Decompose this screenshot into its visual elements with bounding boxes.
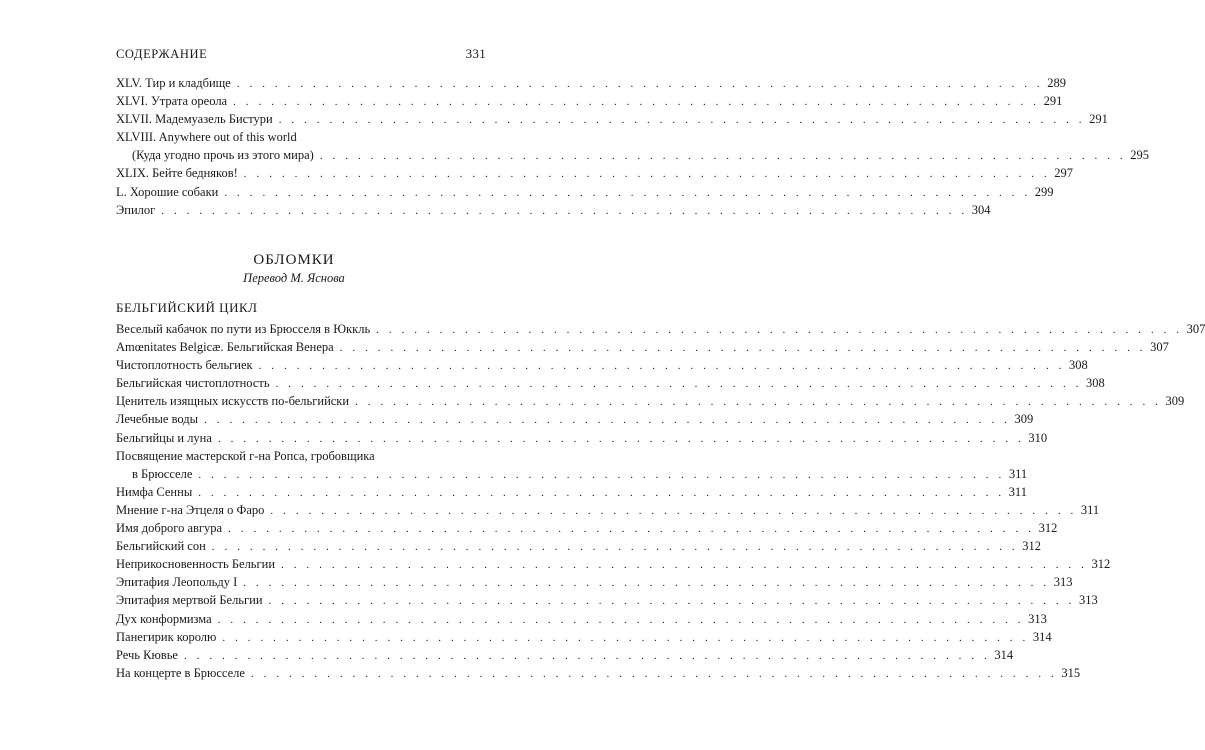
toc-entry — [116, 573, 1073, 591]
dot-leader: . . . . . . . . . . . . . . . . . . . . . . . . . . . . . . . . . . . . . . . . . . . . . . . . . . . . . . . . . . . . . . . . — [224, 186, 1031, 199]
dot-leader: . . . . . . . . . . . . . . . . . . . . . . . . . . . . . . . . . . . . . . . . . . . . . . . . . . . . . . . . . . . . . . . . — [211, 541, 1019, 554]
toc-entry-row — [116, 356, 1088, 374]
toc-entry-page: 308 — [1086, 376, 1105, 391]
dot-leader: . . . . . . . . . . . . . . . . . . . . . . . . . . . . . . . . . . . . . . . . . . . . . . . . . . . . . . . . . . . . . . . . — [250, 667, 1058, 680]
toc-entry-page: 309 — [1014, 412, 1034, 427]
toc-entry-row — [116, 519, 1058, 537]
toc-entry-page: 295 — [1130, 148, 1150, 163]
dot-leader: . . . . . . . . . . . . . . . . . . . . . . . . . . . . . . . . . . . . . . . . . . . . . . . . . . . . . . . . . . . . . . . . — [258, 360, 1066, 373]
dot-leader: . . . . . . . . . . . . . . . . . . . . . . . . . . . . . . . . . . . . . . . . . . . . . . . . . . . . . . . . . . . . . . . . — [355, 396, 1162, 409]
toc-entry-page: 289 — [1047, 76, 1067, 90]
toc-entry-title: Чистоплотность бельгиек — [116, 358, 253, 373]
dot-leader: . . . . . . . . . . . . . . . . . . . . . . . . . . . . . . . . . . . . . . . . . . . . . . . . . . . . . . . . . . . . . . . . — [222, 631, 1029, 644]
running-head-title: СОДЕРЖАНИЕ — [116, 47, 208, 61]
toc-entry-title-line: XLVIII. Anywhere out of this world — [116, 130, 297, 145]
dot-leader: . . . . . . . . . . . . . . . . . . . . . . . . . . . . . . . . . . . . . . . . . . . . . . . . . . . . . . . . . . . . . . . . — [183, 649, 991, 662]
toc-entry — [116, 110, 1108, 128]
dot-leader: . . . . . . . . . . . . . . . . . . . . . . . . . . . . . . . . . . . . . . . . . . . . . . . . . . . . . . . . . . . . . . . . — [243, 168, 1051, 181]
toc-entry-title: L. Хорошие собаки — [116, 184, 219, 199]
toc-entry-title: (Куда угодно прочь из этого мира) — [132, 148, 314, 163]
dot-leader: . . . . . . . . . . . . . . . . . . . . . . . . . . . . . . . . . . . . . . . . . . . . . . . . . . . . . . . . . . . . . . . . — [233, 96, 1040, 109]
toc-entry-page: 313 — [1028, 611, 1047, 626]
toc-entry-title: XLVI. Утрата ореола — [116, 94, 228, 109]
toc-entry — [116, 374, 1105, 392]
toc-entry-title: Нимфа Сенны — [116, 484, 193, 499]
page-number: 331 — [465, 46, 486, 61]
toc-entry — [116, 483, 1027, 501]
toc-entry-title: Бельгийцы и луна — [116, 430, 212, 445]
running-head — [116, 46, 486, 62]
toc-entry-page: 311 — [1080, 502, 1100, 517]
toc-entry-row — [116, 392, 1185, 410]
toc-entry-row — [116, 429, 1048, 447]
toc-entry-row — [116, 628, 1052, 646]
dot-leader: . . . . . . . . . . . . . . . . . . . . . . . . . . . . . . . . . . . . . . . . . . . . . . . . . . . . . . . . . . . . . . . . — [228, 523, 1035, 536]
toc-entry — [116, 429, 1048, 447]
toc-entry-title: XLIX. Бейте бедняков! — [116, 166, 238, 181]
toc-entry — [116, 501, 1100, 519]
toc-entry-row — [116, 374, 1105, 392]
toc-entry-row — [116, 110, 1108, 128]
toc-entry-title: Amœnitates Belgicæ. Бельгийская Венера — [116, 340, 334, 355]
toc-entry — [116, 537, 1041, 555]
toc-entry-row — [116, 410, 1034, 428]
toc-entry-row — [116, 537, 1041, 555]
dot-leader: . . . . . . . . . . . . . . . . . . . . . . . . . . . . . . . . . . . . . . . . . . . . . . . . . . . . . . . . . . . . . . . . — [319, 150, 1127, 163]
toc-entry-row — [116, 164, 1073, 182]
toc-entry-page: 313 — [1053, 575, 1073, 590]
dot-leader: . . . . . . . . . . . . . . . . . . . . . . . . . . . . . . . . . . . . . . . . . . . . . . . . . . . . . . . . . . . . . . . . — [217, 613, 1025, 626]
toc-entry-page: 307 — [1186, 322, 1205, 336]
toc-entry — [116, 74, 1067, 92]
toc-entry — [116, 201, 991, 219]
toc-entry-title: XLVII. Мадемуазель Бистури — [116, 112, 273, 127]
toc-entry-row — [116, 320, 1205, 338]
toc-entry-row — [116, 183, 1054, 201]
toc-entry-page: 315 — [1061, 665, 1081, 680]
toc-entry-title: На концерте в Брюсселе — [116, 665, 245, 680]
toc-entry-title: Лечебные воды — [116, 412, 199, 427]
toc-entry-title: в Брюсселе — [132, 466, 193, 481]
toc-entry — [116, 664, 1081, 682]
toc-entry-row — [116, 465, 1028, 483]
toc-list-lower — [116, 320, 1205, 682]
toc-entry — [116, 183, 1054, 201]
dot-leader: . . . . . . . . . . . . . . . . . . . . . . . . . . . . . . . . . . . . . . . . . . . . . . . . . . . . . . . . . . . . . . . . — [339, 342, 1147, 355]
toc-entry — [116, 628, 1052, 646]
toc-entry-title: Эпилог — [116, 202, 156, 217]
dot-leader: . . . . . . . . . . . . . . . . . . . . . . . . . . . . . . . . . . . . . . . . . . . . . . . . . . . . . . . . . . . . . . . . — [268, 595, 1075, 608]
toc-entry-row — [116, 201, 991, 219]
toc-entry-row — [116, 92, 1063, 110]
dot-leader: . . . . . . . . . . . . . . . . . . . . . . . . . . . . . . . . . . . . . . . . . . . . . . . . . . . . . . . . . . . . . . . . — [243, 577, 1050, 590]
cycle-title: БЕЛЬГИЙСКИЙ ЦИКЛ — [116, 300, 258, 315]
toc-entry-row — [116, 646, 1014, 664]
toc-list-upper — [116, 74, 1150, 219]
toc-entry-page: 314 — [994, 647, 1014, 662]
translator-credit: Перевод М. Яснова — [243, 271, 345, 285]
toc-entry-title: Бельгийская чистоплотность — [116, 376, 270, 391]
toc-entry — [116, 128, 1150, 164]
dot-leader: . . . . . . . . . . . . . . . . . . . . . . . . . . . . . . . . . . . . . . . . . . . . . . . . . . . . . . . . . . . . . . . . — [275, 378, 1082, 391]
toc-entry — [116, 164, 1073, 182]
toc-entry-title: XLV. Тир и кладбище — [116, 76, 231, 90]
toc-entry-page: 311 — [1008, 484, 1027, 499]
toc-entry-page: 304 — [971, 202, 991, 217]
toc-entry — [116, 92, 1063, 110]
toc-entry — [116, 555, 1111, 573]
toc-entry — [116, 447, 1028, 483]
toc-entry-row — [116, 591, 1098, 609]
toc-entry-page: 312 — [1038, 521, 1058, 536]
toc-entry — [116, 356, 1088, 374]
toc-entry — [116, 591, 1098, 609]
toc-entry-page: 308 — [1069, 358, 1088, 373]
dot-leader: . . . . . . . . . . . . . . . . . . . . . . . . . . . . . . . . . . . . . . . . . . . . . . . . . . . . . . . . . . . . . . . . — [198, 486, 1005, 499]
toc-entry — [116, 519, 1058, 537]
toc-entry-row — [116, 573, 1073, 591]
toc-entry-title: Речь Кювье — [116, 647, 178, 662]
toc-entry — [116, 646, 1014, 664]
toc-entry-page: 311 — [1008, 466, 1028, 481]
toc-entry-page: 307 — [1150, 340, 1169, 355]
dot-leader: . . . . . . . . . . . . . . . . . . . . . . . . . . . . . . . . . . . . . . . . . . . . . . . . . . . . . . . . . . . . . . . . — [278, 114, 1086, 127]
toc-entry-title: Имя доброго авгура — [116, 521, 223, 536]
toc-entry-row — [116, 501, 1100, 519]
toc-entry-page: 297 — [1054, 166, 1073, 181]
toc-entry-page: 312 — [1091, 557, 1111, 572]
dot-leader: . . . . . . . . . . . . . . . . . . . . . . . . . . . . . . . . . . . . . . . . . . . . . . . . . . . . . . . . . . . . . . . . — [204, 414, 1011, 427]
toc-entry — [116, 610, 1047, 628]
toc-entry-page: 309 — [1165, 394, 1185, 409]
toc-entry-page: 291 — [1089, 112, 1108, 127]
toc-entry-row — [116, 610, 1047, 628]
toc-entry-title: Неприкосновенность Бельгии — [116, 557, 276, 572]
toc-entry-page: 312 — [1022, 539, 1041, 554]
toc-entry-title: Эпитафия мертвой Бельгии — [116, 593, 263, 608]
toc-entry-page: 291 — [1043, 94, 1063, 109]
toc-entry — [116, 338, 1169, 356]
toc-entry-title: Эпитафия Леопольду I — [116, 575, 238, 590]
toc-entry-title: Дух конформизма — [116, 611, 212, 626]
toc-entry-page: 310 — [1028, 430, 1048, 445]
dot-leader: . . . . . . . . . . . . . . . . . . . . . . . . . . . . . . . . . . . . . . . . . . . . . . . . . . . . . . . . . . . . . . . . — [270, 504, 1077, 517]
toc-entry-page: 313 — [1078, 593, 1098, 608]
dot-leader: . . . . . . . . . . . . . . . . . . . . . . . . . . . . . . . . . . . . . . . . . . . . . . . . . . . . . . . . . . . . . . . . — [281, 559, 1088, 572]
dot-leader: . . . . . . . . . . . . . . . . . . . . . . . . . . . . . . . . . . . . . . . . . . . . . . . . . . . . . . . . . . . . . . . . — [198, 468, 1005, 481]
section-title: ОБЛОМКИ — [253, 252, 335, 268]
toc-entry-row — [116, 664, 1081, 682]
toc-entry — [116, 392, 1185, 410]
dot-leader: . . . . . . . . . . . . . . . . . . . . . . . . . . . . . . . . . . . . . . . . . . . . . . . . . . . . . . . . . . . . . . . . — [217, 432, 1025, 445]
dot-leader: . . . . . . . . . . . . . . . . . . . . . . . . . . . . . . . . . . . . . . . . . . . . . . . . . . . . . . . . . . . . . . . . — [161, 204, 968, 217]
toc-entry-row — [116, 483, 1027, 501]
toc-entry-title: Мнение г-на Этцеля о Фаро — [116, 502, 265, 517]
dot-leader: . . . . . . . . . . . . . . . . . . . . . . . . . . . . . . . . . . . . . . . . . . . . . . . . . . . . . . . . . . . . . . . . — [376, 324, 1183, 336]
toc-entry-row — [116, 146, 1150, 164]
toc-entry-page: 299 — [1034, 184, 1054, 199]
toc-entry-row — [116, 74, 1067, 92]
toc-entry-title: Ценитель изящных искусств по-бельгийски — [116, 394, 350, 409]
toc-entry — [116, 320, 1205, 338]
toc-entry-title-line: Посвящение мастерской г-на Ропса, гробовщика — [116, 448, 375, 463]
dot-leader: . . . . . . . . . . . . . . . . . . . . . . . . . . . . . . . . . . . . . . . . . . . . . . . . . . . . . . . . . . . . . . . . — [236, 78, 1044, 90]
toc-entry — [116, 410, 1034, 428]
toc-entry-page: 314 — [1032, 629, 1052, 644]
toc-entry-title: Веселый кабачок по пути из Брюсселя в Юккль — [116, 322, 371, 336]
toc-entry-title: Бельгийский сон — [116, 539, 206, 554]
toc-entry-title: Панегирик королю — [116, 629, 217, 644]
toc-entry-row — [116, 555, 1111, 573]
toc-entry-row — [116, 338, 1169, 356]
